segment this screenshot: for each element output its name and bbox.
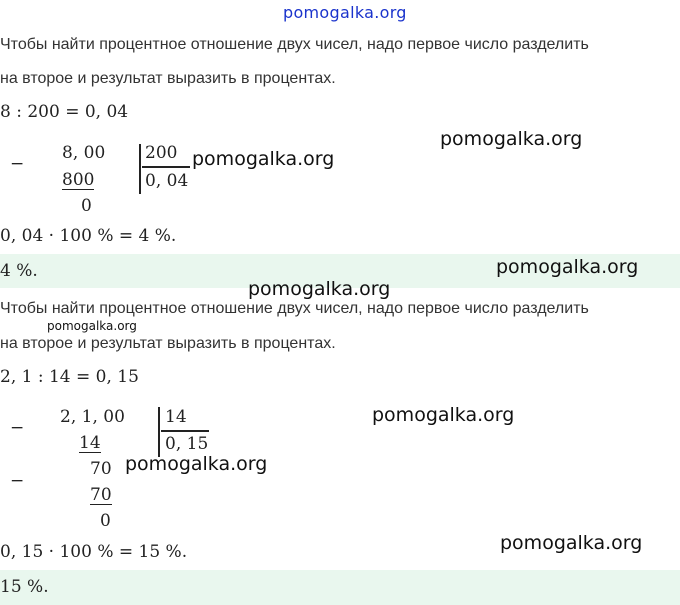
divisor-line: [161, 430, 209, 432]
watermark: pomogalka.org: [125, 453, 268, 475]
watermark: pomogalka.org: [192, 148, 335, 170]
remainder: 0: [81, 196, 92, 216]
watermark: pomogalka.org: [248, 278, 391, 300]
equation: 2, 1 : 14 = 0, 15: [0, 367, 139, 387]
division-bracket: [139, 144, 141, 194]
rule-text-line2: на второе и результат выразить в процентах.: [0, 335, 336, 352]
rule-text-line2: на второе и результат выразить в процентах.: [0, 70, 336, 87]
top-watermark[interactable]: pomogalka.org: [283, 3, 407, 22]
minus-sign: −: [10, 154, 25, 174]
watermark: pomogalka.org: [440, 128, 583, 150]
answer-band: [0, 570, 680, 605]
minus-sign: −: [10, 418, 25, 438]
remainder: 0: [100, 511, 111, 531]
quotient: 0, 15: [165, 434, 209, 454]
product: 70: [90, 485, 112, 505]
watermark: pomogalka.org: [372, 404, 515, 426]
percent-calculation: 0, 15 · 100 % = 15 %.: [0, 542, 188, 562]
percent-calculation: 0, 04 · 100 % = 4 %.: [0, 226, 177, 246]
quotient: 0, 04: [145, 171, 189, 191]
equation: 8 : 200 = 0, 04: [0, 102, 129, 122]
product: 800: [62, 170, 95, 190]
minus-sign: −: [10, 471, 25, 491]
rule-text-line1: Чтобы найти процентное отношение двух чисел, надо первое число разделить: [0, 300, 589, 317]
divisor: 200: [145, 143, 178, 163]
partial-dividend: 70: [90, 459, 112, 479]
watermark: pomogalka.org: [500, 532, 643, 554]
answer-text: 4 %.: [0, 261, 38, 281]
rule-text-line1: Чтобы найти процентное отношение двух чисел, надо первое число разделить: [0, 36, 589, 53]
watermark: pomogalka.org: [496, 256, 639, 278]
answer-text: 15 %.: [0, 577, 49, 597]
watermark-small: pomogalka.org: [47, 319, 137, 333]
divisor: 14: [165, 407, 187, 427]
product: 14: [79, 433, 101, 453]
dividend: 8, 00: [62, 143, 106, 163]
division-bracket: [158, 407, 160, 457]
dividend: 2, 1, 00: [60, 407, 125, 427]
divisor-line: [142, 166, 190, 168]
